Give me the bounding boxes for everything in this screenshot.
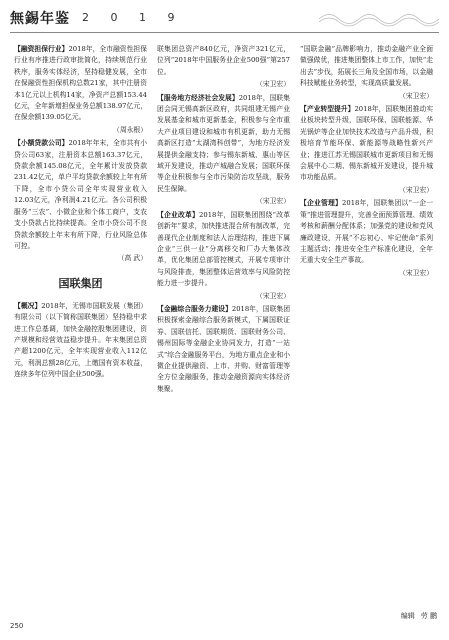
article-heading: 【 企业改革 】 <box>157 211 199 219</box>
article-paragraph <box>300 198 433 266</box>
article-paragraph <box>14 138 147 252</box>
article-text: “国联金融”品牌影响力，推动金融产业全面做强做优，推进集团整体上市工作，加快“走出去”步伐，拓展长三角及全国市场，以金融科技赋能业务转型，实现高质量发展。 <box>300 45 433 88</box>
article-paragraph <box>14 301 147 381</box>
article-text: 2018年，无锡市国联发展（集团）有限公司（以下简称国联集团）坚持稳中求进工作总基调，加快金融控股集团建设，资产规模和经营效益稳步提升。年末集团总资产超1200亿元，全年实现营业收入112亿元，利润总额28亿元，上缴国有资本收益，连续多年位列中国企业500强。 <box>14 301 147 379</box>
article-text: 2018年，国联集团积极探索金融综合服务新模式，下属国联证券、国联信托、国联期货、国联财务公司、锡州国际等金融企业协同发力，打造“一站式”综合金融服务平台，为地方重点企业和小微企业提供融资、上市、并购、财富管理等全方位金融服务，推动金融资源向实体经济集聚。 <box>157 304 290 393</box>
article-source: （ 宋卫宏 ） <box>157 196 290 207</box>
article-paragraph <box>157 44 290 78</box>
editors-line <box>395 611 437 621</box>
article-source: （ 宋卫宏 ） <box>157 79 290 90</box>
article-text: 2018年，国联集团推动实业板块转型升级，国联环保、国联能源、华光锅炉等企业加快技术改造与产品升级，积极培育节能环保、新能源等战略性新兴产业；推进江苏无锡国联城市更新项目和无锡会展中心二期、锡东新城开发建设，提升城市功能品质。 <box>300 105 433 182</box>
editor-role: 编辑 <box>400 612 415 620</box>
article-text: 2018年年末，全市共有小贷公司63家，注册资本总额163.37亿元，贷款余额145.08亿元，全年累计发放贷款231.42亿元，单户平均贷款余额较上年有所下降，全市小贷公司全年实现营业收入12.03亿元，净利润4.21亿元。各公司积极服务“三农”、小微企业和个体工商户，支农支小贷款占比持续提高。全市小贷公司不良贷款余额较上年末有所下降，行业风险总体可控。 <box>14 139 147 250</box>
article-source: （ 宋卫宏 ） <box>300 91 433 102</box>
article-heading: 【 产业转型提升 】 <box>300 105 354 113</box>
header-rule <box>10 32 439 33</box>
header-ornament-icon <box>319 10 439 28</box>
editor-name: 劳 鹏 <box>420 612 437 620</box>
article-heading: 【 小额贷款公司 】 <box>14 139 68 147</box>
article-heading: 【 融资担保行业 】 <box>14 45 68 53</box>
article-paragraph <box>157 304 290 395</box>
article-heading: 【 概况 】 <box>14 302 41 310</box>
article-paragraph <box>300 104 433 184</box>
article-source: （ 高 武 ） <box>14 253 147 264</box>
article-paragraph <box>157 210 290 290</box>
article-paragraph <box>300 44 433 90</box>
column-right <box>300 44 433 624</box>
article-heading: 【 企业管理 】 <box>300 199 342 207</box>
yearbook-title: 無錫年鉴 <box>10 11 70 27</box>
article-source: （ 周永根 ） <box>14 125 147 136</box>
article-text: 2018年，国联集团会同无锡高新区政府，共同组建无锡产业发展基金和城市更新基金，积极参与全市重大产业项目建设和城市有机更新，助力无锡高新区打造“太湖湾科创带”，为地方经济发展提供金融支持；参与锡东新城、惠山等区域开发建设，推动产城融合发展；国联环保等企业积极参与全市污染防治攻坚战，服务民生保障。 <box>157 93 290 193</box>
article-text: 2018年，国联集团围绕“改革创新年”要求，加快推进混合所有制改革，完善现代企业制度和法人治理结构，推进下属企业“三供一业”分离移交和厂办大集体改革，优化集团总部管控模式，开展专项审计与风险排查，集团整体运营效率与风险防控能力进一步提升。 <box>157 210 290 288</box>
article-paragraph <box>14 44 147 124</box>
article-heading: 【 金融综合服务力建设 】 <box>157 305 232 313</box>
page-number: 250 <box>10 622 24 630</box>
article-text: 2018年，全市融资性担保行业有序推进行政审批简化，持续规范行业秩序，服务实体经济，坚持稳健发展，全市在保融资性担保机构总数21家，其中注册资本1亿元以上机构14家，净资产总额153.44亿元，全年新增担保业务总额138.97亿元，在保余额139.05亿元。 <box>14 45 147 122</box>
article-source: （ 宋卫宏 ） <box>157 291 290 302</box>
section-title: 国联集团 <box>58 276 103 290</box>
article-text: 2018年，国联集团以“一企一策”推进管理提升，完善全面预算管理、绩效考核和薪酬分配体系；加强党的建设和党风廉政建设，开展“不忘初心、牢记使命”系列主题活动；推进安全生产标准化建设，全年无重大安全生产事故。 <box>300 199 433 265</box>
column-left <box>14 44 147 624</box>
column-middle <box>157 44 290 624</box>
yearbook-year: 2 0 1 9 <box>82 11 184 24</box>
article-heading: 【 服务地方经济社会发展 】 <box>157 94 239 102</box>
article-source: （ 宋卫宏 ） <box>300 185 433 196</box>
article-text: 联集团总资产840亿元，净资产321亿元，位列“2018年中国服务业企业500强”第257位。 <box>157 45 290 76</box>
article-paragraph <box>157 93 290 196</box>
page-header <box>10 4 439 34</box>
article-source: （ 宋卫宏 ） <box>300 268 433 279</box>
